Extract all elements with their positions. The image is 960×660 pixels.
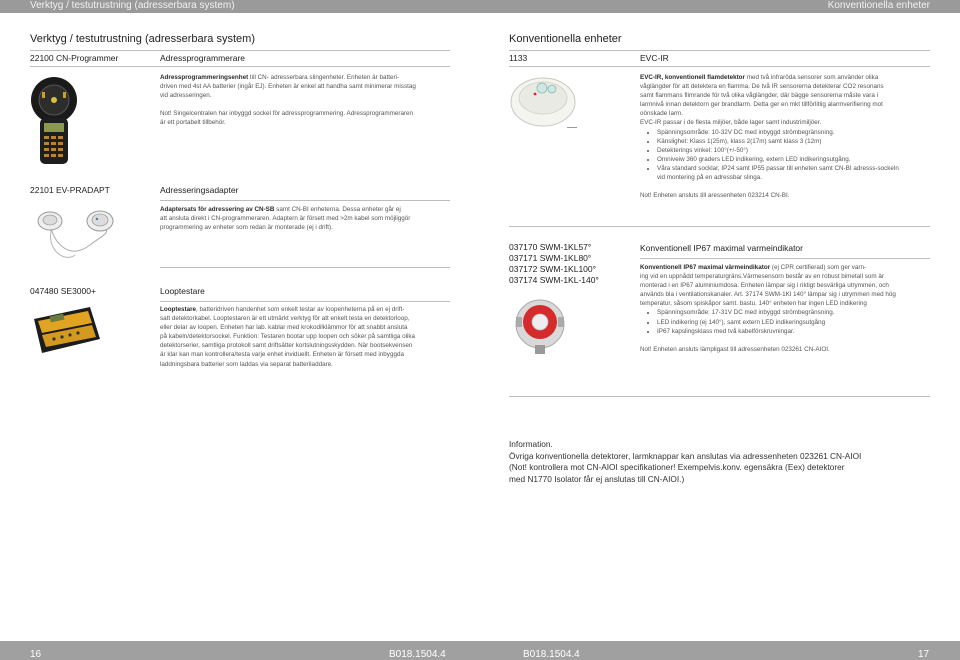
spec-list — [640, 308, 932, 335]
spec-item: • Spänningsområde: 17-31V DC med inbyggd strömbegränsning. — [657, 308, 932, 317]
se3000-description: Looptestare, batteridriven handenhet som enkelt testar av loopenheterna på en ej drift- satt detektorkabel. Looptestaren är ett utmärkt verktyg för att enkelt testa en detektorloop, eller delar av loopen. Enheten har lab. kablar med krokodilklämmor för att snabbt ansluta på kabeln/detektorsockel. Funktion: Testaren bootar upp loopen och söker på samtliga olika detektorserier, samtliga protokoll samt driftsätter kortslutningsskydden. När bootsekvensen är klar kan man kontrollera/testa varje enhet inviduellt. Enheten är försett med inbyggda laddningsbara batterier som laddas via separat batteriladdare. — [160, 306, 416, 368]
spec-item: • Känslighet: Klass 1(25m), klass 2(17m) samt klass 3 (12m) — [657, 137, 932, 146]
information-heading: Information. — [509, 439, 553, 449]
page-number-right: 17 — [918, 649, 930, 660]
spec-item: • Detekterings vinkel: 100°(+/-50°) — [657, 146, 932, 155]
evc-ir-image — [509, 72, 581, 134]
divider — [509, 66, 930, 67]
divider — [160, 200, 450, 201]
cn-programmer-description: Adressprogrammeringsenhet till CN- adresserbara slingenheter. Enheten är batteri- driven med 4st AA batterier (ingår EJ). Enheten är enkel att handha samt minimerar misstag vid adresseringen. Not! Singelcentralen har inbyggd sockel för adressprogrammering. Adressprogrammeraren är ett portabelt tillbehör. — [160, 73, 452, 127]
product-lead: Adaptersats för adressering av CN-SB — [160, 206, 275, 213]
doc-number-right: B018.1504.4 — [523, 649, 580, 660]
divider — [509, 226, 930, 227]
spec-list — [640, 128, 932, 173]
spec-item: • Våra standard socklar, IP24 samt IP55 passar till enheten samt CN-BI adresss-sockeln — [657, 164, 932, 173]
product-code: 047480 SE3000+ — [30, 286, 96, 296]
cn-programmer-image — [28, 74, 80, 166]
product-code-list — [509, 242, 599, 286]
ev-pradapt-description: Adaptersats för adressering av CN-SB samt CN-BI enheterna. Dessa enheter går ej att ansluta direkt i CN-programmeraren. Adaptern är försett med >2m kabel som möjliggör programmering av enheter som redan är monterade (ej i drift). — [160, 206, 411, 232]
product-lead: Looptestare — [160, 306, 197, 313]
product-title: Konventionell IP67 maximal varmeindikator — [640, 243, 803, 253]
product-title: EVC-IR — [640, 53, 669, 63]
product-code: 037171 SWM-1KL80° — [509, 253, 592, 263]
divider — [160, 267, 450, 268]
product-lead: Adressprogrammeringsenhet — [160, 74, 249, 81]
divider — [509, 396, 930, 397]
page-number-left: 16 — [30, 649, 42, 660]
doc-number-left: B018.1504.4 — [389, 649, 446, 660]
product-lead: Konventionell IP67 maximal värmeindikator — [640, 264, 771, 271]
product-code: 1133 — [509, 53, 528, 63]
spec-item: • IP67 kapslingsklass med två kabelförskruvningar. — [657, 327, 932, 336]
header-bar — [0, 0, 960, 13]
product-code: 037170 SWM-1KL57° — [509, 242, 592, 252]
divider — [30, 50, 450, 51]
note: Not! Singelcentralen har inbyggd sockel för adressprogrammering. Adressprogrammeraren — [160, 110, 414, 118]
product-code: 037174 SWM-1KL-140° — [509, 275, 599, 285]
footer-bar — [0, 641, 960, 660]
ev-pradapt-image — [30, 205, 125, 263]
product-lead: EVC-IR, konventionell flamdetektor — [640, 74, 745, 81]
se3000-image — [30, 305, 102, 357]
spec-item: • Spänningsområde: 10-32V DC med inbyggd strömbegränsning. — [657, 128, 932, 137]
evc-ir-description: EVC-IR, konventionell flamdetektor med två infraröda sensorer som använder olika våglängder för att detektera en flamma. De två IR sensorerna detekterar CO2 resonans samt flammans flimrande för två olika våglängder, där bägge sensorerna måste vara i larmnivå innan detektorn ger brandlarm. Detta ger en mkt tillförlitlig alarmverifiering mot oönskade larm. EVC-IR passar i de flesta miljöer, både lager samt industrimiljöer. • Spänningsområde: 10-32V DC med inbyggd strömbegränsning. • Känslighet: Klass 1(25m), klass 2(17m) samt klass 3 (12m) • Detekterings vinkel: 100°(+/-50°) • Omniveiw 360 graders LED indikering, extern LED indikeringsutgång. • Våra standard socklar, IP24 samt IP55 passar till enheten samt CN-BI adresss-sockeln vid montering på en adressbar slinga. Not! Enheten ansluts till aressenheten 023214 CN-BI. — [640, 73, 932, 200]
information-block: Information. Övriga konventionella detektorer, larmknappar kan anslutas via adressenheten 023261 CN-AIOI (Not! kontrollera mot CN-AIOI specifikationer! Exempelvis.konv. egensäkra (Eex) detektorer med N1770 Isolator får ej anslutas till CN-AIOI.) — [509, 439, 929, 485]
right-section-title: Konventionella enheter — [509, 33, 622, 45]
product-code: 22101 EV-PRADAPT — [30, 185, 110, 195]
left-section-title: Verktyg / testutrustning (adresserbara system) — [30, 33, 255, 45]
header-left-title: Verktyg / testutrustning (adresserbara system) — [30, 0, 235, 11]
swm-heat-detector-image — [509, 295, 571, 357]
divider — [640, 258, 930, 259]
note: Not! Enheten ansluts till aressenheten 023214 CN-BI. — [640, 192, 790, 200]
divider — [509, 50, 930, 51]
divider — [30, 66, 450, 67]
spec-item: • LED indikering (ej 140°), samt extern LED indikeringsutgång — [657, 318, 932, 327]
product-title: Adresseringsadapter — [160, 185, 239, 195]
header-right-title: Konventionella enheter — [827, 0, 930, 11]
divider — [160, 301, 450, 302]
product-title: Adressprogrammerare — [160, 53, 246, 63]
product-code: 22100 CN-Programmer — [30, 53, 119, 63]
swm-description: Konventionell IP67 maximal värmeindikator (ej CPR certifierad) som ger varn- ing vid en uppnådd temperaturgräns.Värmesensorn består av en robust bimetall som är monterad i en IP67 aluminiumdosa. Enheten lämpar sig i riktigt besvärliga utrymmen, och används bla i ventilationskanaler. Art. 37174 SWM-1Kl 140° lämpar sig i utrymmen med hög temperatur, såsom spiskåpor samt. bastu. 140° enheten har ingen LED indikering • Spänningsområde: 17-31V DC med inbyggd strömbegränsning. • LED indikering (ej 140°), samt extern LED indikeringsutgång • IP67 kapslingsklass med två kabelförskruvningar. Not! Enheten ansluts lämpligast till adressenheten 023261 CN-AIOI. — [640, 263, 932, 354]
note: Not! Enheten ansluts lämpligast till adressenheten 023261 CN-AIOI. — [640, 345, 830, 353]
product-title: Looptestare — [160, 286, 205, 296]
spec-item: • Omniveiw 360 graders LED indikering, extern LED indikeringsutgång. — [657, 155, 932, 164]
product-code: 037172 SWM-1KL100° — [509, 264, 597, 274]
